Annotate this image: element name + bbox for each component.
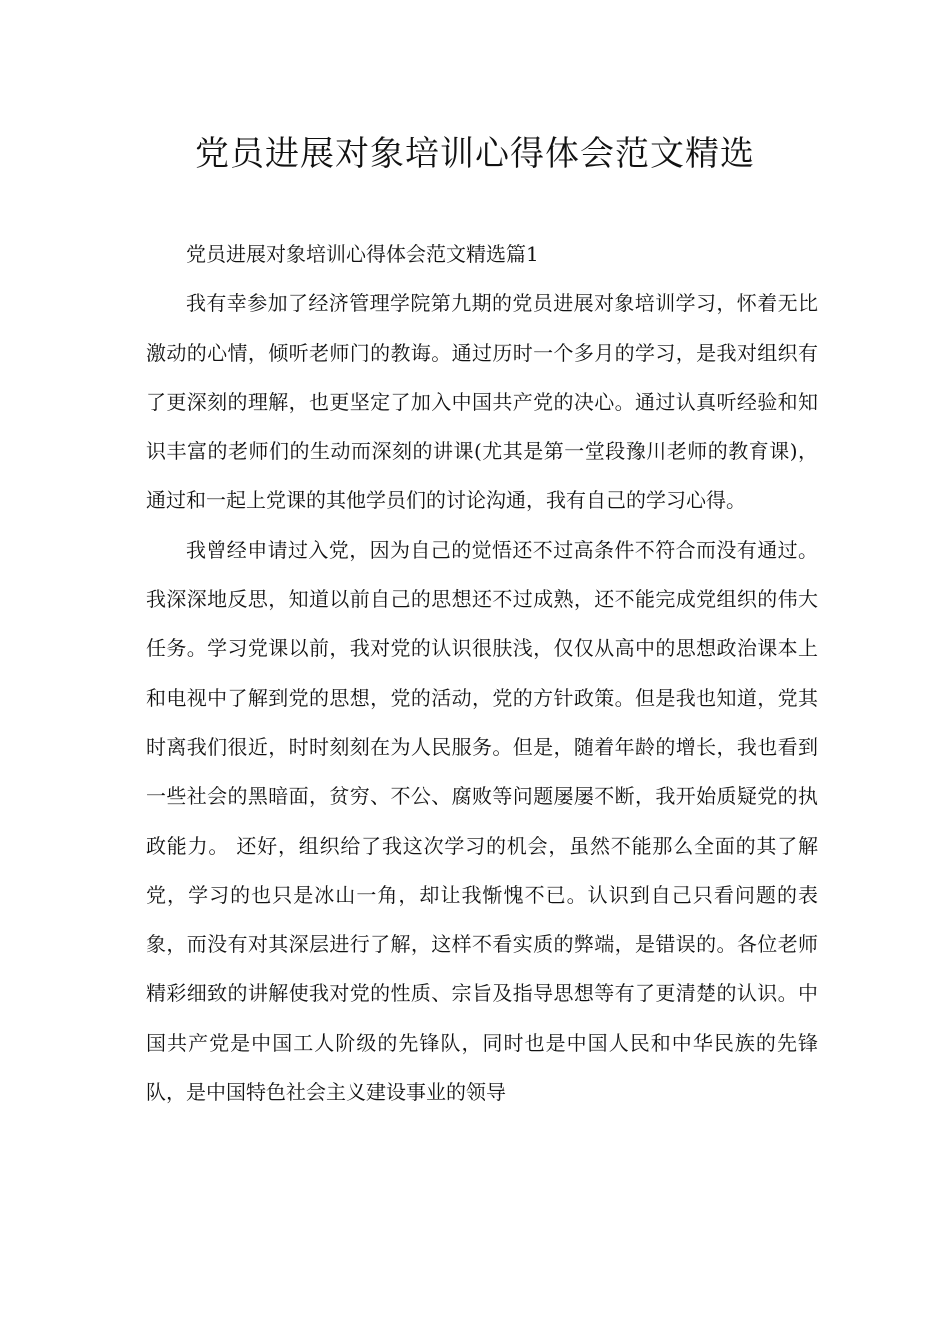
section-heading: 党员进展对象培训心得体会范文精选篇1 [186, 242, 539, 266]
paragraph-1: 我有幸参加了经济管理学院第九期的党员进展对象培训学习，怀着无比激动的心情，倾听老师门的教诲。通过历时一个多月的学习，是我对组织有了更深刻的理解，也更坚定了加入中国共产党的决心。通过认真听经验和知识丰富的老师们的生动而深刻的讲课(尤其是第一堂段豫川老师的教育课)，通过和一起上党课的其他学员们的讨论沟通，我有自己的学习心得。 [146, 291, 818, 513]
paragraph-2: 我曾经申请过入党，因为自己的觉悟还不过高条件不符合而没有通过。我深深地反思，知道以前自己的思想还不过成熟，还不能完成党组织的伟大任务。学习党课以前，我对党的认识很肤浅，仅仅从高中的思想政治课本上和电视中了解到党的思想，党的活动，党的方针政策。但是我也知道，党其时离我们很近，时时刻刻在为人民服务。但是，随着年龄的增长，我也看到一些社会的黑暗面，贫穷、不公、腐败等问题屡屡不断，我开始质疑党的执政能力。 还好，组织给了我这次学习的机会，虽然不能那么全面的其了解党，学习的也只是冰山一角，却让我惭愧不已。认识到自己只看问题的表象，而没有对其深层进行了解，这样不看实质的弊端，是错误的。各位老师精彩细致的讲解使我对党的性质、宗旨及指导思想等有了更清楚的认识。中国共产党是中国工人阶级的先锋队，同时也是中国人民和中华民族的先锋队，是中国特色社会主义建设事业的领导 [146, 537, 818, 1105]
document-title: 党员进展对象培训心得体会范文精选 [195, 134, 755, 174]
document-body [146, 230, 818, 1117]
